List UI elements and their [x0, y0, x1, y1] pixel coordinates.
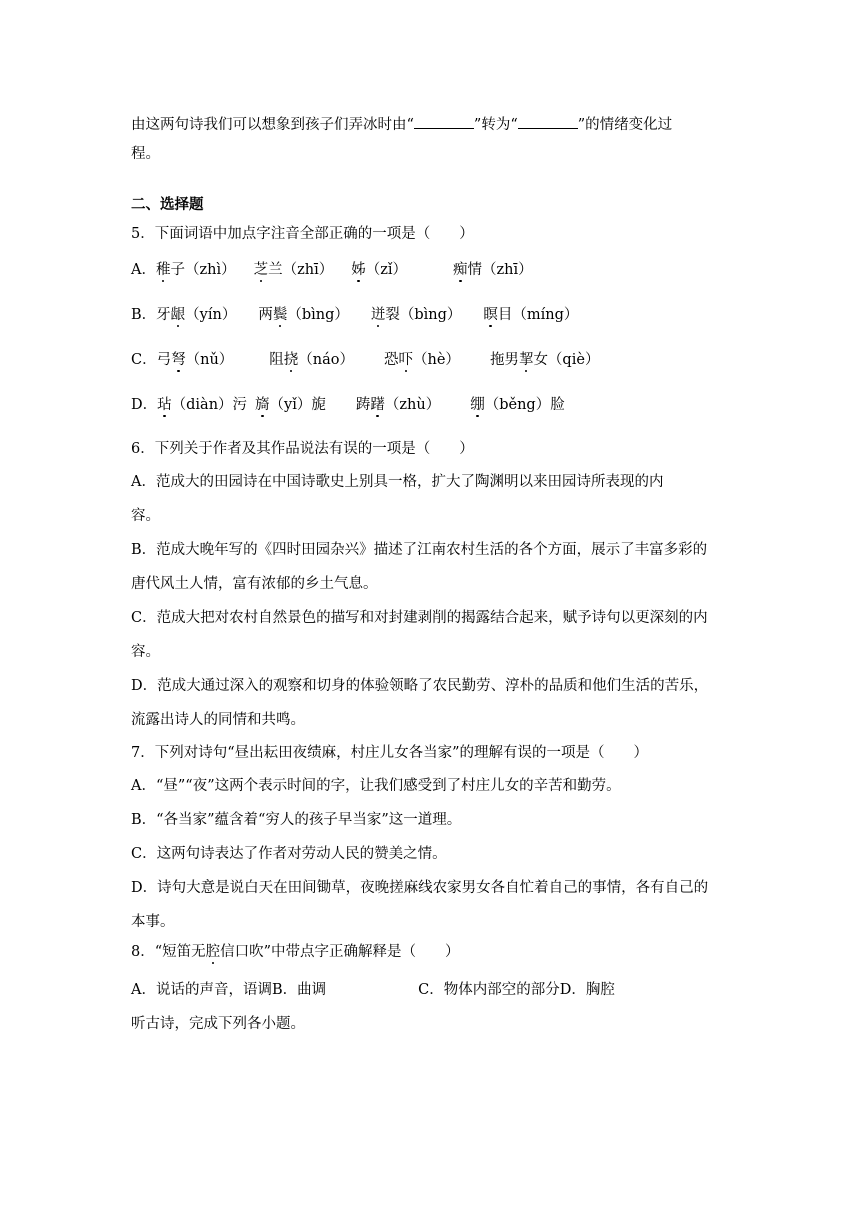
q6-option-b-cont: 唐代风土人情，富有浓郁的乡土气息。	[131, 576, 378, 592]
section-heading: 二、选择题	[131, 196, 204, 213]
intro-text: 由这两句诗我们可以想象到孩子们弄冰时由“	[131, 117, 414, 133]
q6-option-d-cont: 流露出诗人的同情和共鸣。	[131, 712, 305, 728]
q6-option-c: C．范成大把对农村自然景色的描写和对封建剥削的揭露结合起来，赋予诗句以更深刻的内	[131, 610, 708, 626]
q5-option-c: C．弓弩（nǔ） 阻挠（náo） 恐吓（hè） 拖男挈女（qiè）	[131, 352, 600, 368]
q8-option-d: D．胸腔	[559, 982, 615, 998]
q8-options	[131, 980, 615, 1000]
dotted-character: 腔	[205, 944, 221, 960]
q7-option-a: A．“昼”“夜”这两个表示时间的字，让我们感受到了村庄儿女的辛苦和勤劳。	[131, 778, 621, 794]
q5-option-a: A．稚子（zhì） 芝兰（zhī） 姊（zǐ） 痴情（zhī）	[131, 262, 533, 278]
answer-blank-1[interactable]	[414, 114, 474, 129]
q7-option-c: C．这两句诗表达了作者对劳动人民的赞美之情。	[131, 846, 447, 862]
section-instruction: 听古诗，完成下列各小题。	[131, 1016, 305, 1032]
q6-option-a-cont: 容。	[131, 508, 160, 524]
q7-option-b: B．“各当家”蕴含着“穷人的孩子早当家”这一道理。	[131, 812, 462, 828]
q8-option-a: A．说话的声音，语调	[131, 982, 272, 998]
q5-stem: 5．下面词语中加点字注音全部正确的一项是（ ）	[131, 226, 474, 242]
intro-line-2: 程。	[131, 146, 160, 162]
q6-option-a: A．范成大的田园诗在中国诗歌史上别具一格，扩大了陶渊明以来田园诗所表现的内	[131, 474, 664, 490]
q6-option-c-cont: 容。	[131, 644, 160, 660]
q6-option-d: D．范成大通过深入的观察和切身的体验领略了农民勤劳、淳朴的品质和他们生活的苦乐，	[131, 678, 709, 694]
q8-stem: 8．“短笛无腔信口吹”中带点字正确解释是（ ）	[131, 944, 460, 960]
intro-text: ”转为“	[473, 117, 518, 133]
intro-line-1	[131, 114, 672, 135]
q8-option-b: B．曲调	[271, 982, 327, 998]
intro-text: ”的情绪变化过	[577, 117, 673, 133]
q7-stem: 7．下列对诗句“昼出耘田夜绩麻，村庄儿女各当家”的理解有误的一项是（ ）	[131, 745, 649, 761]
q6-stem: 6．下列关于作者及其作品说法有误的一项是（ ）	[131, 441, 474, 457]
answer-blank-2[interactable]	[518, 114, 578, 129]
q5-option-b: B．牙龈（yín） 两鬓（bìng） 迸裂（bìng） 瞑目（míng）	[131, 307, 579, 323]
q6-option-b: B．范成大晚年写的《四时田园杂兴》描述了江南农村生活的各个方面，展示了丰富多彩的	[131, 542, 708, 558]
q7-option-d: D．诗句大意是说白天在田间锄草，夜晚搓麻线农家男女各自忙着自己的事情，各有自己的	[131, 880, 709, 896]
q7-option-d-cont: 本事。	[131, 914, 175, 930]
q5-option-d: D．玷（diàn）污 旖（yǐ）旎 踌躇（zhù） 绷（běng）脸	[131, 397, 565, 413]
q8-option-c: C．物体内部空的部分	[418, 982, 560, 998]
